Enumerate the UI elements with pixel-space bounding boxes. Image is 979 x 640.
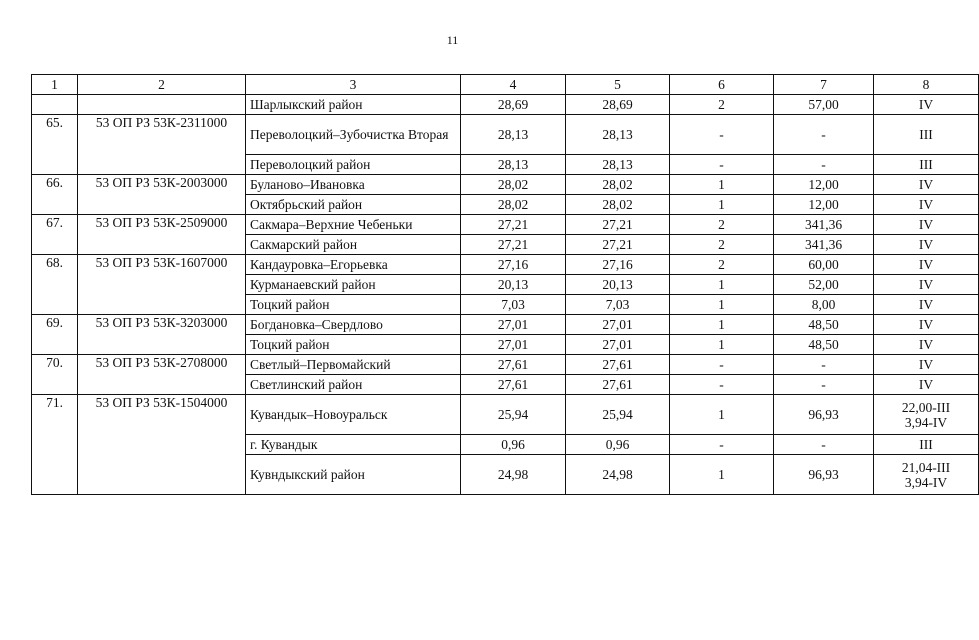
category-cell: IV: [874, 335, 979, 355]
value-cell: 2: [670, 255, 774, 275]
category-cell: IV: [874, 315, 979, 335]
category-line: 3,94-IV: [904, 474, 948, 490]
table-row: [32, 315, 979, 335]
value-cell: 28,13: [461, 155, 566, 175]
road-code-cell: [78, 95, 246, 115]
value-cell: 0,96: [566, 435, 670, 455]
value-cell: -: [774, 375, 874, 395]
value-cell: 24,98: [461, 455, 566, 495]
value-cell: 27,16: [461, 255, 566, 275]
road-name-cell: Шарлыкский район: [246, 95, 461, 115]
value-cell: -: [670, 375, 774, 395]
value-cell: 341,36: [774, 215, 874, 235]
value-cell: -: [670, 435, 774, 455]
value-cell: 20,13: [461, 275, 566, 295]
road-code-cell: 53 ОП РЗ 53К-2708000: [78, 355, 246, 395]
item-number-cell: 67.: [32, 215, 78, 255]
value-cell: 12,00: [774, 195, 874, 215]
value-cell: 57,00: [774, 95, 874, 115]
table-row: [32, 215, 979, 235]
value-cell: 52,00: [774, 275, 874, 295]
road-name-cell: Кувандык–Новоуральск: [246, 395, 461, 435]
value-cell: 27,21: [461, 215, 566, 235]
value-cell: 1: [670, 395, 774, 435]
value-cell: 12,00: [774, 175, 874, 195]
road-name-cell: Курманаевский район: [246, 275, 461, 295]
value-cell: 0,96: [461, 435, 566, 455]
value-cell: 28,13: [566, 155, 670, 175]
road-name-cell: Светлый–Первомайский: [246, 355, 461, 375]
value-cell: -: [670, 355, 774, 375]
category-cell: IV: [874, 95, 979, 115]
road-code-cell: 53 ОП РЗ 53К-2509000: [78, 215, 246, 255]
category-cell: IV: [874, 215, 979, 235]
category-cell: [874, 395, 979, 435]
road-code-cell: 53 ОП РЗ 53К-2003000: [78, 175, 246, 215]
category-cell: IV: [874, 355, 979, 375]
category-line: 21,04-III: [901, 459, 951, 475]
header-cell: 7: [774, 75, 874, 95]
table-row: [32, 115, 979, 155]
value-cell: -: [670, 115, 774, 155]
value-cell: 2: [670, 95, 774, 115]
category-cell: IV: [874, 295, 979, 315]
value-cell: 1: [670, 455, 774, 495]
item-number-cell: 65.: [32, 115, 78, 175]
value-cell: 1: [670, 195, 774, 215]
header-cell: 1: [32, 75, 78, 95]
value-cell: 25,94: [461, 395, 566, 435]
road-name-cell: Сакмара–Верхние Чебеньки: [246, 215, 461, 235]
value-cell: 96,93: [774, 455, 874, 495]
road-code-cell: 53 ОП РЗ 53К-1607000: [78, 255, 246, 315]
table-row: [32, 95, 979, 115]
category-line: 3,94-IV: [904, 414, 948, 430]
category-cell: III: [874, 155, 979, 175]
header-cell: 6: [670, 75, 774, 95]
category-line: 22,00-III: [901, 399, 951, 415]
value-cell: 48,50: [774, 335, 874, 355]
header-cell: 4: [461, 75, 566, 95]
value-cell: 27,61: [566, 375, 670, 395]
value-cell: 341,36: [774, 235, 874, 255]
value-cell: 2: [670, 215, 774, 235]
page-number: 11: [446, 33, 459, 47]
category-cell: III: [874, 115, 979, 155]
item-number-cell: 66.: [32, 175, 78, 215]
value-cell: 28,69: [566, 95, 670, 115]
value-cell: -: [774, 155, 874, 175]
value-cell: 28,13: [461, 115, 566, 155]
value-cell: 24,98: [566, 455, 670, 495]
item-number-cell: 69.: [32, 315, 78, 355]
road-name-cell: Кувндыкский район: [246, 455, 461, 495]
value-cell: 1: [670, 335, 774, 355]
value-cell: 28,13: [566, 115, 670, 155]
category-cell: IV: [874, 255, 979, 275]
value-cell: 27,01: [461, 335, 566, 355]
value-cell: 60,00: [774, 255, 874, 275]
value-cell: 2: [670, 235, 774, 255]
road-name-cell: Переволоцкий район: [246, 155, 461, 175]
value-cell: 1: [670, 315, 774, 335]
header-cell: 2: [78, 75, 246, 95]
item-number-cell: 70.: [32, 355, 78, 395]
value-cell: 96,93: [774, 395, 874, 435]
value-cell: 25,94: [566, 395, 670, 435]
category-cell: IV: [874, 175, 979, 195]
header-cell: 8: [874, 75, 979, 95]
table-row: [32, 395, 979, 435]
category-cell: [874, 455, 979, 495]
value-cell: 27,01: [566, 315, 670, 335]
road-code-cell: 53 ОП РЗ 53К-2311000: [78, 115, 246, 175]
value-cell: 27,61: [566, 355, 670, 375]
value-cell: 48,50: [774, 315, 874, 335]
road-name-cell: Кандауровка–Егорьевка: [246, 255, 461, 275]
road-name-cell: Сакмарский район: [246, 235, 461, 255]
value-cell: 28,02: [461, 175, 566, 195]
value-cell: 27,61: [461, 355, 566, 375]
item-number-cell: 71.: [32, 395, 78, 495]
value-cell: 28,02: [566, 195, 670, 215]
category-cell: IV: [874, 235, 979, 255]
value-cell: -: [670, 155, 774, 175]
value-cell: 27,01: [461, 315, 566, 335]
value-cell: 28,69: [461, 95, 566, 115]
value-cell: 7,03: [566, 295, 670, 315]
value-cell: 1: [670, 295, 774, 315]
value-cell: -: [774, 115, 874, 155]
value-cell: 27,61: [461, 375, 566, 395]
value-cell: 7,03: [461, 295, 566, 315]
value-cell: 1: [670, 275, 774, 295]
road-name-cell: Богдановка–Свердлово: [246, 315, 461, 335]
table-row: [32, 255, 979, 275]
road-name-cell: Буланово–Ивановка: [246, 175, 461, 195]
value-cell: 27,16: [566, 255, 670, 275]
category-cell: IV: [874, 275, 979, 295]
header-cell: 3: [246, 75, 461, 95]
category-cell: III: [874, 435, 979, 455]
value-cell: 28,02: [461, 195, 566, 215]
header-row: [32, 75, 979, 95]
road-name-cell: Светлинский район: [246, 375, 461, 395]
road-name-cell: Тоцкий район: [246, 335, 461, 355]
road-name-cell: Переволоцкий–Зубочистка Вторая: [246, 115, 461, 155]
value-cell: 27,21: [566, 215, 670, 235]
value-cell: 27,01: [566, 335, 670, 355]
road-name-cell: Октябрьский район: [246, 195, 461, 215]
road-register-table: [31, 74, 979, 495]
value-cell: 28,02: [566, 175, 670, 195]
value-cell: -: [774, 355, 874, 375]
value-cell: 27,21: [461, 235, 566, 255]
value-cell: 8,00: [774, 295, 874, 315]
value-cell: 1: [670, 175, 774, 195]
value-cell: 27,21: [566, 235, 670, 255]
road-code-cell: 53 ОП РЗ 53К-3203000: [78, 315, 246, 355]
item-number-cell: [32, 95, 78, 115]
category-cell: IV: [874, 195, 979, 215]
category-cell: IV: [874, 375, 979, 395]
value-cell: 20,13: [566, 275, 670, 295]
road-name-cell: г. Кувандык: [246, 435, 461, 455]
value-cell: -: [774, 435, 874, 455]
header-cell: 5: [566, 75, 670, 95]
item-number-cell: 68.: [32, 255, 78, 315]
road-name-cell: Тоцкий район: [246, 295, 461, 315]
table-row: [32, 355, 979, 375]
table-row: [32, 175, 979, 195]
road-code-cell: 53 ОП РЗ 53К-1504000: [78, 395, 246, 495]
